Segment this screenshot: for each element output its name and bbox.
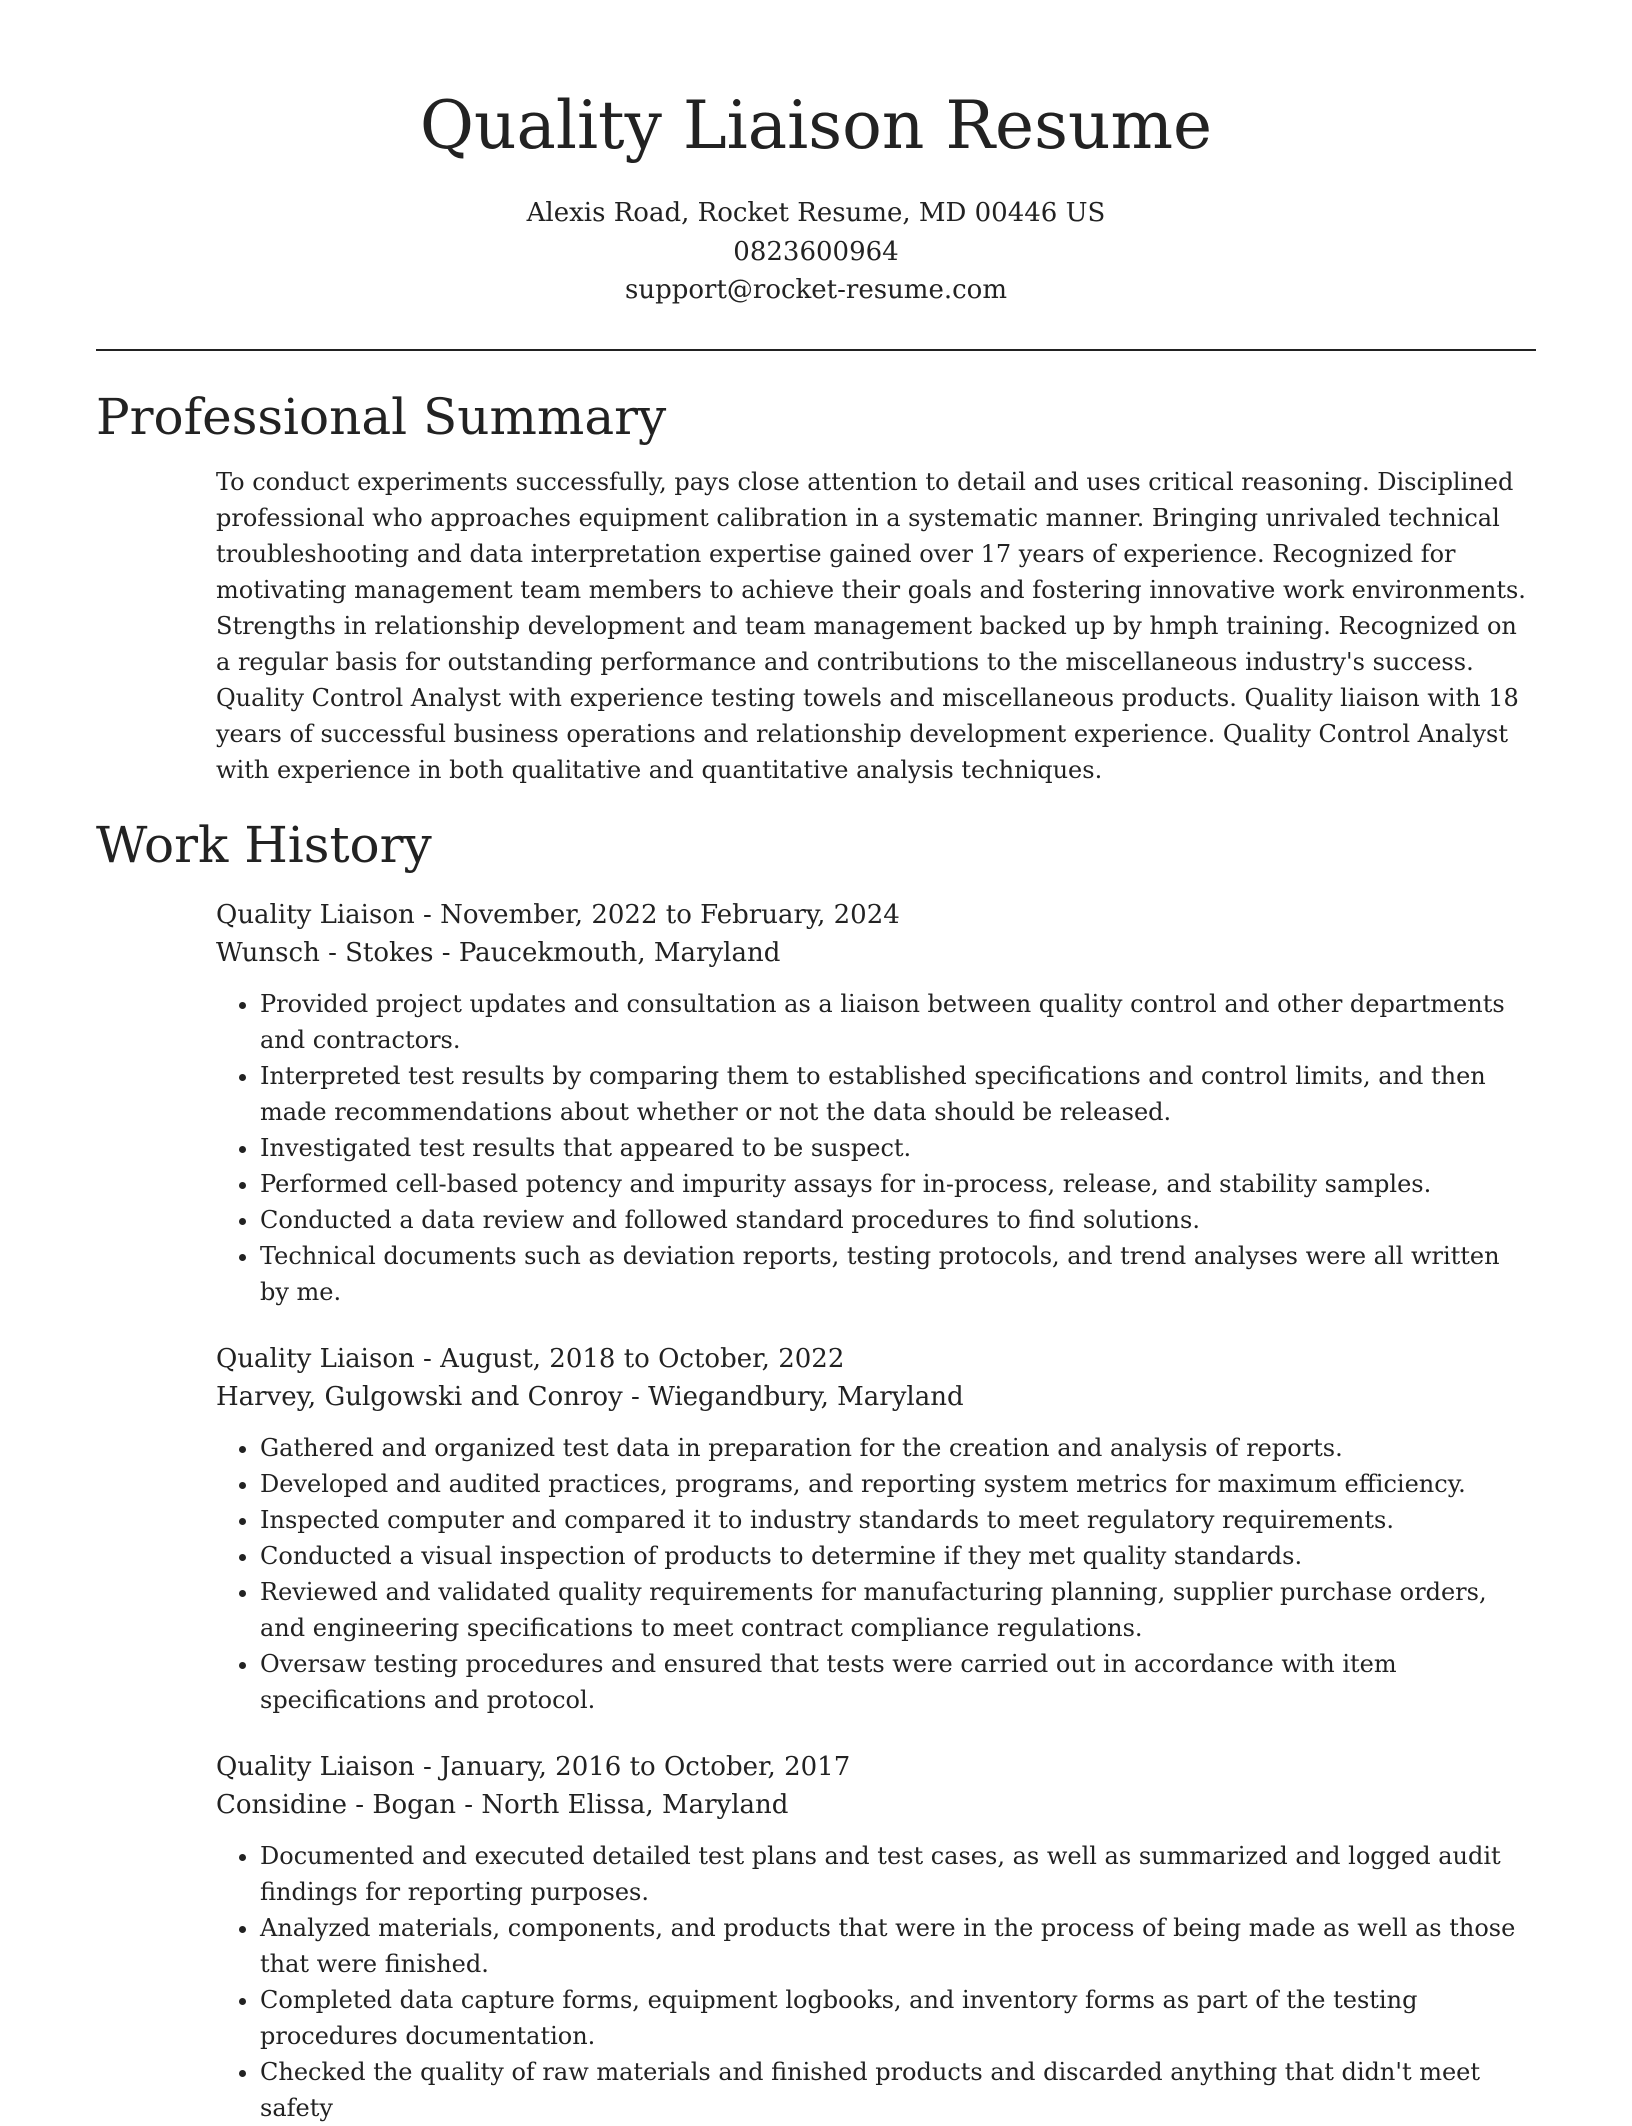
resume-title: Quality Liaison Resume: [419, 87, 1213, 164]
job-company: Harvey, Gulgowski and Conroy: [216, 1381, 623, 1412]
job-dates: August, 2018 to October, 2022: [440, 1343, 845, 1374]
job-separator: -: [423, 1751, 441, 1782]
job-dates: January, 2016 to October, 2017: [440, 1751, 851, 1782]
header-divider: [96, 349, 1536, 351]
duty-item: • Provided project updates and consultation as a liaison between quality control and other departments and contractors.: [260, 986, 1536, 1058]
summary-heading: Professional Summary: [96, 387, 667, 446]
duty-item: • Conducted a data review and followed standard procedures to find solutions.: [260, 1202, 1536, 1238]
duty-list: [216, 986, 1536, 1310]
work-history-heading: Work History: [96, 815, 432, 874]
duty-list: [216, 1838, 1536, 2126]
job-title: Quality Liaison: [216, 899, 415, 930]
job-entry: [216, 1748, 1536, 2126]
duty-item: • Performed cell-based potency and impurity assays for in-process, release, and stability samples.: [260, 1166, 1536, 1202]
job-company: Considine - Bogan: [216, 1789, 457, 1820]
duty-item: • Gathered and organized test data in preparation for the creation and analysis of reports.: [260, 1430, 1536, 1466]
job-location: North Elissa, Maryland: [481, 1789, 789, 1820]
duty-item: • Investigated test results that appeared to be suspect.: [260, 1130, 1536, 1166]
duty-item: • Developed and audited practices, programs, and reporting system metrics for maximum efficiency.: [260, 1466, 1536, 1502]
duty-item: • Documented and executed detailed test plans and test cases, as well as summarized and logged audit findings for reporting purposes.: [260, 1838, 1536, 1910]
job-company: Wunsch - Stokes: [216, 937, 434, 968]
duty-item: • Inspected computer and compared it to industry standards to meet regulatory requirements.: [260, 1502, 1536, 1538]
resume-header: [96, 0, 1536, 310]
duty-item: • Completed data capture forms, equipment logbooks, and inventory forms as part of the testing procedures documentation.: [260, 1982, 1536, 2054]
job-entry: [216, 896, 1536, 1310]
job-title-line: [216, 1748, 1536, 1786]
job-separator: -: [441, 937, 459, 968]
summary-text: To conduct experiments successfully, pays close attention to detail and uses critical reasoning. Disciplined professional who approaches equipment calibration in a systematic manner. Bringing unrivaled technical troubleshooting and data interpretation expertise gained over 17 years of experience. Recognized for motivating management team members to achieve their goals and fostering innovative work environments. Strengths in relationship development and team management backed up by hmph training. Recognized on a regular basis for outstanding performance and contributions to the miscellaneous industry's success. Quality Control Analyst with experience testing towels and miscellaneous products. Quality liaison with 18 years of successful business operations and relationship development experience. Quality Control Analyst with experience in both qualitative and quantitative analysis techniques.: [216, 467, 1526, 784]
duty-item: • Technical documents such as deviation reports, testing protocols, and trend analyses were all written by me.: [260, 1238, 1536, 1310]
job-title-line: [216, 896, 1536, 934]
duty-item: • Checked the quality of raw materials and finished products and discarded anything that didn't meet safety: [260, 2054, 1536, 2126]
job-separator: -: [423, 1343, 441, 1374]
job-location: Wiegandbury, Maryland: [648, 1381, 964, 1412]
duty-list: [216, 1430, 1536, 1718]
job-separator: -: [423, 899, 441, 930]
job-location: Paucekmouth, Maryland: [458, 937, 781, 968]
contact-block: [96, 194, 1536, 310]
job-title: Quality Liaison: [216, 1343, 415, 1374]
job-dates: November, 2022 to February, 2024: [440, 899, 900, 930]
job-title: Quality Liaison: [216, 1751, 415, 1782]
email: support@rocket-resume.com: [624, 275, 1007, 305]
duty-item: • Oversaw testing procedures and ensured that tests were carried out in accordance with item specifications and protocol.: [260, 1646, 1536, 1718]
job-title-line: [216, 1340, 1536, 1378]
resume-page: [96, 0, 1536, 2126]
duty-item: • Interpreted test results by comparing them to established specifications and control limits, and then made recommendations about whether or not the data should be released.: [260, 1058, 1536, 1130]
job-company-line: [216, 934, 1536, 972]
duty-item: • Conducted a visual inspection of products to determine if they met quality standards.: [260, 1538, 1536, 1574]
duty-item: • Reviewed and validated quality requirements for manufacturing planning, supplier purchase orders, and engineering specifications to meet contract compliance regulations.: [260, 1574, 1536, 1646]
job-entry: [216, 1340, 1536, 1718]
phone: 0823600964: [733, 236, 899, 267]
address: Alexis Road, Rocket Resume, MD 00446 US: [526, 198, 1106, 228]
job-company-line: [216, 1786, 1536, 1824]
job-separator: -: [464, 1789, 482, 1820]
job-company-line: [216, 1378, 1536, 1416]
duty-item: • Analyzed materials, components, and products that were in the process of being made as well as those that were finished.: [260, 1910, 1536, 1982]
job-separator: -: [631, 1381, 649, 1412]
